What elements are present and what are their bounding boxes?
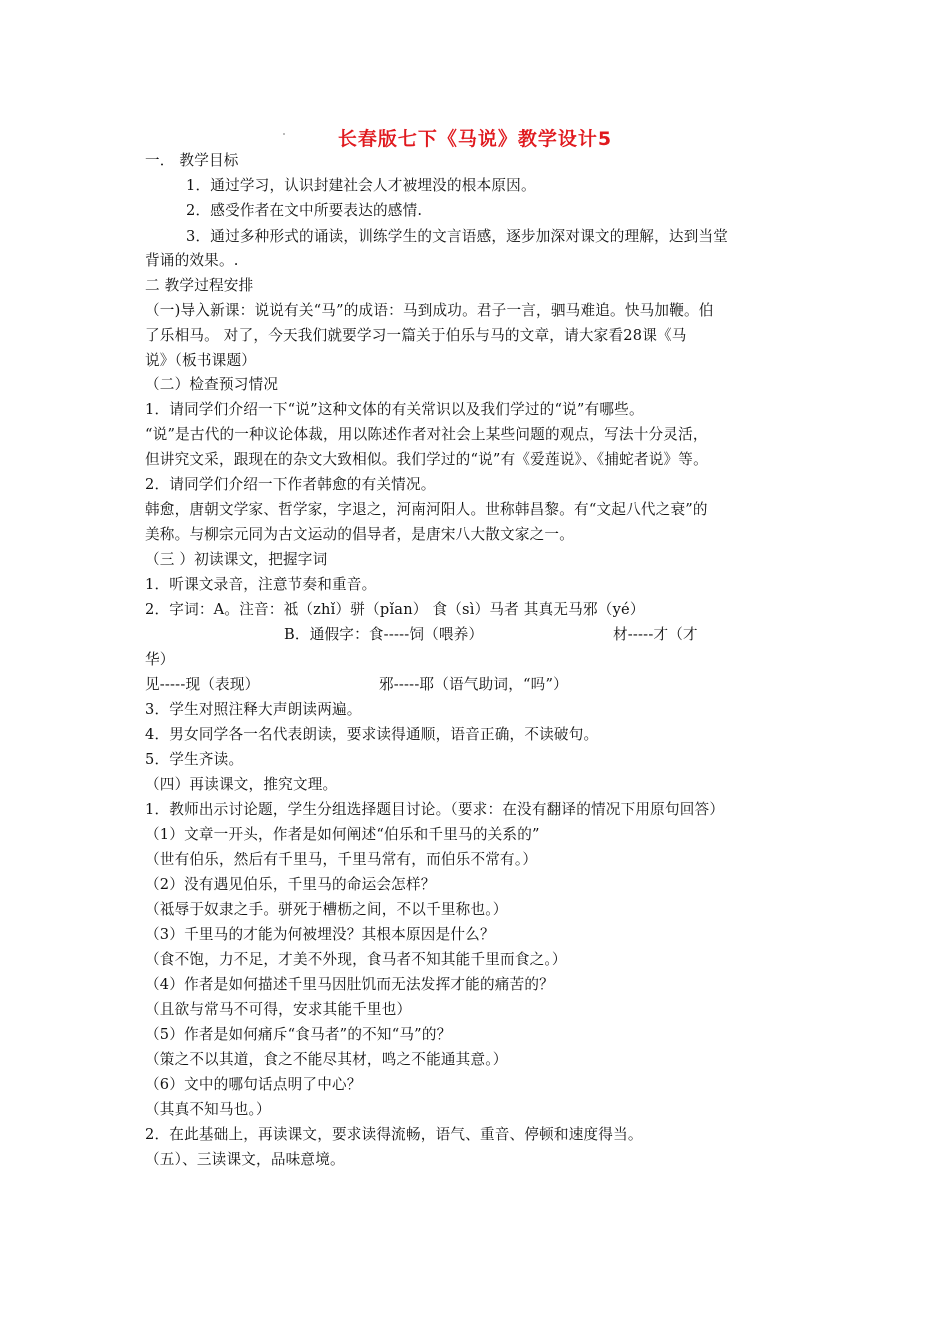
question-line: （1）文章一开头，作者是如何阐述“伯乐和千里马的关系的”	[145, 826, 540, 843]
question-line: （5）作者是如何痛斥“食马者”的不知“马”的？	[145, 1026, 452, 1043]
answer-line: （其真不知马也。）	[145, 1101, 271, 1118]
text-line: 3．通过多种形式的诵读，训练学生的文言语感，逐步加深对课文的理解，达到当堂	[186, 228, 729, 245]
text-line: 1．请同学们介绍一下“说”这种文体的有关常识以及我们学过的“说”有哪些。	[145, 401, 644, 418]
text-line: 背诵的效果。.	[145, 252, 239, 269]
answer-line: （祗辱于奴隶之手。骈死于槽枥之间，不以千里称也。）	[145, 901, 508, 918]
text-line: 说》（板书课题）	[145, 352, 257, 369]
section-heading: 二 教学过程安排	[145, 277, 254, 294]
text-line: 材-----才（才	[613, 626, 698, 643]
text-line: 邪-----耶（语气助词，“吗”）	[379, 676, 568, 693]
text-line: 1．听课文录音，注意节奏和重音。	[145, 576, 377, 593]
subsection-heading: （四）再读课文，推究文理。	[145, 776, 338, 793]
text-line: 1．通过学习，认识封建社会人才被埋没的根本原因。	[186, 177, 536, 194]
answer-line: （食不饱，力不足，才美不外现，食马者不知其能千里而食之。）	[145, 951, 567, 968]
text-line: 韩愈，唐朝文学家、哲学家，字退之，河南河阳人。世称韩昌黎。有“文起八代之衰”的	[145, 501, 708, 518]
text-line: 2．字词：A。注音：祗（zhǐ）骈（pǐan） 食（sì）马者 其真无马邪（yé）	[145, 601, 645, 618]
text-line: 了乐相马。 对了，今天我们就要学习一篇关于伯乐与马的文章，请大家看28课《马	[145, 327, 687, 344]
text-line: 5．学生齐读。	[145, 751, 244, 768]
text-line: 但讲究文采，跟现在的杂文大致相似。我们学过的“说”有《爱莲说》、《捕蛇者说》等。	[145, 451, 708, 468]
text-line: 2．请同学们介绍一下作者韩愈的有关情况。	[145, 476, 436, 493]
subsection-heading: （二）检查预习情况	[145, 376, 279, 393]
answer-line: （策之不以其道，食之不能尽其材，鸣之不能通其意。）	[145, 1051, 508, 1068]
answer-line: （世有伯乐，然后有千里马，千里马常有，而伯乐不常有。）	[145, 851, 538, 868]
text-line: 1．教师出示讨论题，学生分组选择题目讨论。（要求：在没有翻译的情况下用原句回答）	[145, 801, 725, 818]
question-line: （4）作者是如何描述千里马因肚饥而无法发挥才能的痛苦的？	[145, 976, 554, 993]
text-line: 华）	[145, 651, 175, 668]
subsection-heading: （五）、三读课文，品味意境。	[145, 1151, 345, 1168]
text-line: “说”是古代的一种议论体裁，用以陈述作者对社会上某些问题的观点，写法十分灵活，	[145, 426, 708, 443]
question-line: （6）文中的哪句话点明了中心？	[145, 1076, 362, 1093]
document-title: 长春版七下《马说》教学设计5	[337, 128, 613, 150]
text-line: 2．在此基础上，再读课文，要求读得流畅，语气、重音、停顿和速度得当。	[145, 1126, 643, 1143]
text-line: 4．男女同学各一名代表朗读，要求读得通顺，语音正确，不读破句。	[145, 726, 599, 743]
answer-line: （且欲与常马不可得，安求其能千里也）	[145, 1001, 412, 1018]
question-line: （2）没有遇见伯乐，千里马的命运会怎样？	[145, 876, 436, 893]
section-heading: 一． 教学目标	[145, 152, 239, 169]
subsection-heading: （三 ）初读课文，把握字词	[145, 551, 328, 568]
question-line: （3）千里马的才能为何被埋没？其根本原因是什么？	[145, 926, 495, 943]
text-line: 见-----现（表现）	[145, 676, 260, 693]
text-line: 美称。与柳宗元同为古文运动的倡导者，是唐宋八大散文家之一。	[145, 526, 575, 543]
text-line: 3．学生对照注释大声朗读两遍。	[145, 701, 362, 718]
text-line: B．通假字：食-----饲（喂养）	[284, 626, 484, 643]
text-line: 2．感受作者在文中所要表达的感情.	[186, 202, 423, 219]
text-line: （一)导入新课：说说有关“马”的成语：马到成功。君子一言，驷马难追。快马加鞭。伯	[145, 302, 714, 319]
